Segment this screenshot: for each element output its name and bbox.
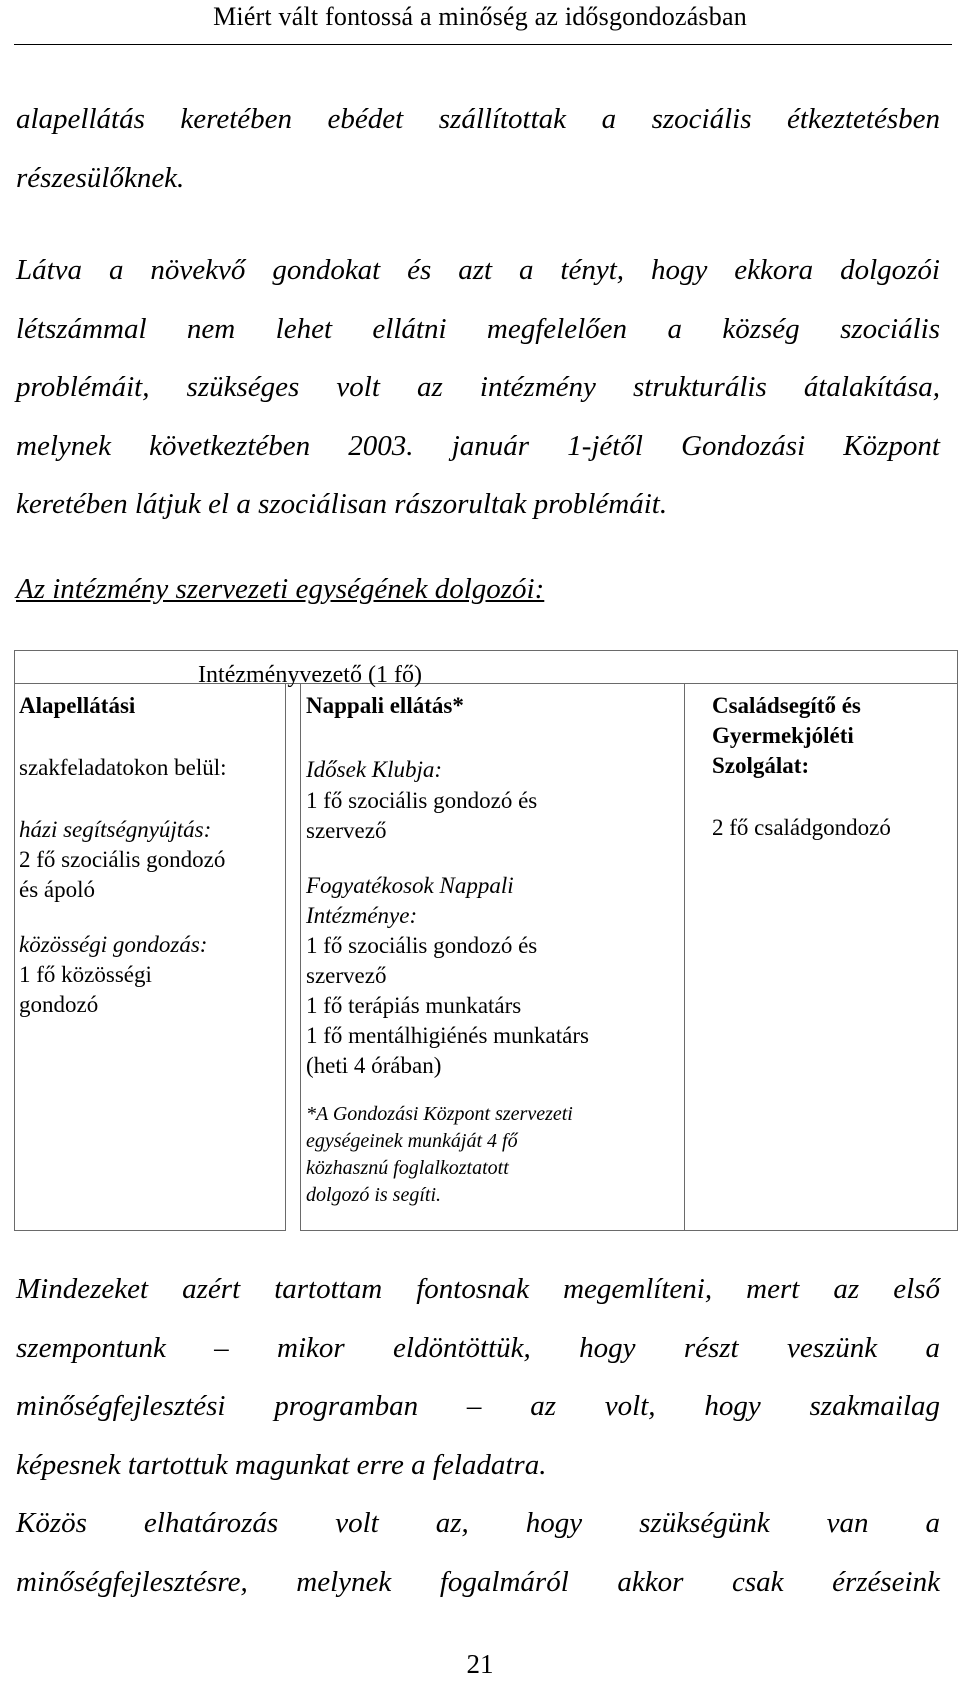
paragraph-4 xyxy=(16,1494,940,1611)
paragraph-line: minőségfejlesztési programban – az volt, hogy szakmailag xyxy=(16,1390,940,1422)
col3-title: Családsegítő és xyxy=(712,693,861,718)
paragraph-3 xyxy=(16,1260,940,1494)
col3-title: Szolgálat: xyxy=(712,753,810,778)
org-chart xyxy=(14,650,958,1231)
col1-community-line: gondozó xyxy=(19,992,99,1017)
col2-disabled-line: 1 fő mentálhigiénés munkatárs xyxy=(306,1023,589,1048)
org-head-box xyxy=(14,650,958,688)
col1-subtitle: szakfeladatokon belül: xyxy=(19,755,227,780)
header-rule xyxy=(14,44,952,45)
col1-community-label: közösségi gondozás: xyxy=(19,932,208,957)
col2-club-line: szervező xyxy=(306,818,387,843)
col2-club-label: Idősek Klubja: xyxy=(306,757,443,782)
paragraph-line: részesülőknek. xyxy=(16,161,185,194)
paragraph-line: Látva a növekvő gondokat és azt a tényt, hogy ekkora dolgozói xyxy=(16,254,940,286)
col1-home-help-label: házi segítségnyújtás: xyxy=(19,817,212,842)
org-column-nappali xyxy=(300,684,685,1231)
col2-footnote: egységeinek munkáját 4 fő xyxy=(306,1130,518,1152)
col1-home-help-line: 2 fő szociális gondozó xyxy=(19,847,226,872)
running-title: Miért vált fontossá a minőség az idősgondozásban xyxy=(213,2,747,31)
paragraph-line: szempontunk – mikor eldöntöttük, hogy részt veszünk a xyxy=(16,1331,940,1364)
paragraph-line: Mindezeket azért tartottam fontosnak megemlíteni, mert az első xyxy=(16,1273,940,1305)
col3-title: Gyermekjóléti xyxy=(712,723,854,748)
col3-staff: 2 fő családgondozó xyxy=(712,815,891,840)
paragraph-line: keretében látjuk el a szociálisan rászorultak problémáit. xyxy=(16,488,668,520)
paragraph-line: melynek következtében 2003. január 1-jétől Gondozási Központ xyxy=(16,429,940,462)
col2-disabled-label: Intézménye: xyxy=(306,903,418,928)
paragraph-line: problémáit, szükséges volt az intézmény strukturális átalakítása, xyxy=(16,371,940,403)
org-column-csaladsegito xyxy=(685,684,958,1231)
col1-home-help-line: és ápoló xyxy=(19,877,96,902)
paragraph-line: képesnek tartottuk magunkat erre a feladatra. xyxy=(16,1448,547,1481)
paragraph-line: minőségfejlesztésre, melynek fogalmáról akkor csak érzéseink xyxy=(16,1565,940,1598)
section-heading: Az intézmény szervezeti egységének dolgozói: xyxy=(16,573,545,605)
col2-footnote: dolgozó is segíti. xyxy=(306,1184,442,1206)
page-number: 21 xyxy=(466,1649,494,1679)
paragraph-line: létszámmal nem lehet ellátni megfelelően a község szociális xyxy=(16,312,940,345)
paragraph-line: Közös elhatározás volt az, hogy szükségünk van a xyxy=(16,1507,940,1539)
col2-disabled-label: Fogyatékosok Nappali xyxy=(306,873,514,898)
col2-disabled-line: szervező xyxy=(306,963,387,988)
paragraph-2 xyxy=(16,241,940,534)
org-head-label: Intézményvezető (1 fő) xyxy=(198,662,422,688)
paragraph-1 xyxy=(16,90,940,207)
org-column-alapellatas xyxy=(14,684,286,1231)
col1-title: Alapellátási xyxy=(19,693,136,718)
col2-club-line: 1 fő szociális gondozó és xyxy=(306,788,538,813)
col2-footnote: közhasznú foglalkoztatott xyxy=(306,1157,509,1179)
col2-footnote: *A Gondozási Központ szervezeti xyxy=(306,1103,573,1125)
col2-disabled-line: (heti 4 órában) xyxy=(306,1053,442,1078)
col2-disabled-line: 1 fő szociális gondozó és xyxy=(306,933,538,958)
paragraph-line: alapellátás keretében ebédet szállítottak a szociális étkeztetésben xyxy=(16,103,940,135)
col2-title: Nappali ellátás* xyxy=(306,693,464,718)
col1-community-line: 1 fő közösségi xyxy=(19,962,152,987)
col2-disabled-line: 1 fő terápiás munkatárs xyxy=(306,993,522,1018)
